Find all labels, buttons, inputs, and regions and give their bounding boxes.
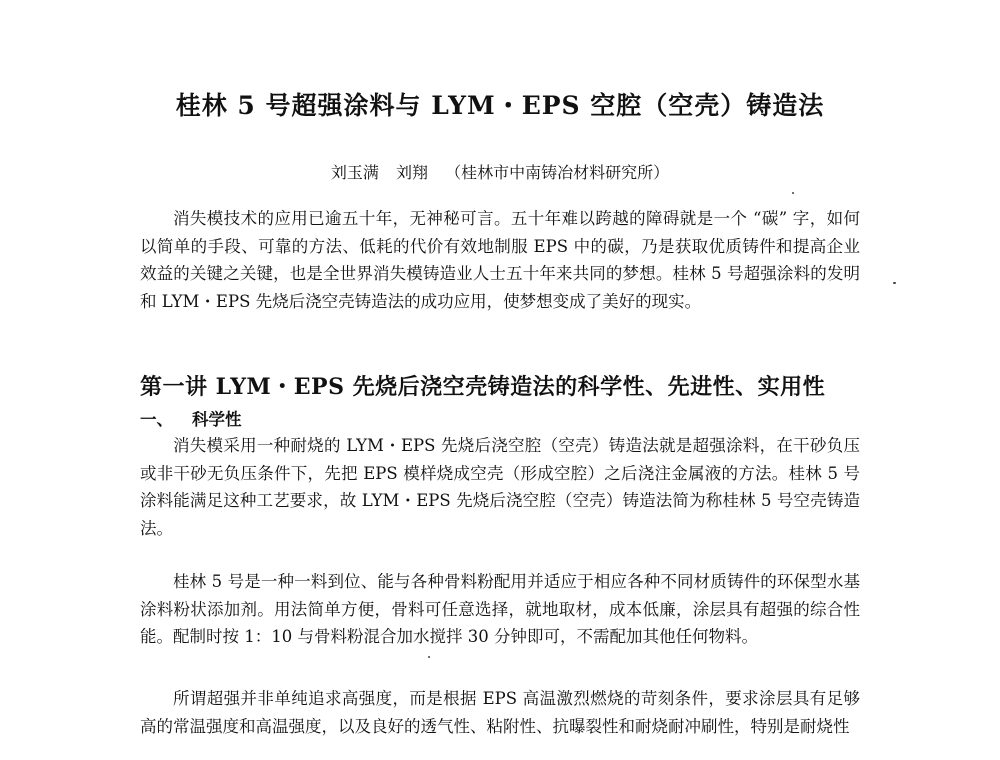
scan-speck (428, 656, 430, 658)
author-line (0, 160, 1000, 183)
page-title: 桂林 5 号超强涂料与 LYM・EPS 空腔（空壳）铸造法 (175, 91, 825, 120)
author-name-2: 刘翔 (395, 163, 428, 182)
scan-speck (893, 282, 896, 284)
subsection-heading (140, 406, 860, 430)
body-paragraph: 桂林 5 号是一种一料到位、能与各种骨料粉配用并适应于相应各种不同材质铸件的环保型水基涂料粉状添加剂。用法简单方便，骨料可任意选择，就地取材，成本低廉，涂层具有超强的综合性能。配制时按 1：10 与骨料粉混合加水搅拌 30 分钟即可，不需配加其他任何物料。 (140, 572, 860, 646)
scan-speck (792, 192, 794, 194)
body-paragraph: 所谓超强并非单纯追求高强度，而是根据 EPS 高温激烈燃烧的苛刻条件，要求涂层具有足够高的常温强度和高温强度，以及良好的透气性、粘附性、抗曝裂性和耐烧耐冲刷性，特别是耐烧性 (140, 689, 860, 736)
subsection-number: 一、 (140, 410, 173, 429)
section-heading: 第一讲 LYM・EPS 先烧后浇空壳铸造法的科学性、先进性、实用性 (140, 374, 826, 400)
body-paragraph: 消失模采用一种耐烧的 LYM・EPS 先烧后浇空腔（空壳）铸造法就是超强涂料，在干砂负压或非干砂无负压条件下，先把 EPS 模样烧成空壳（形成空腔）之后浇注金属液的方法。桂林 5 号涂料能满足这种工艺要求，故 LYM・EPS 先烧后浇空腔（空壳）铸造法简为称桂林 5 号空壳铸造法。 (140, 436, 860, 538)
author-affiliation: （桂林市中南铸冶材料研究所） (445, 163, 670, 182)
subsection-title: 科学性 (192, 410, 242, 429)
intro-paragraph: 消失模技术的应用已逾五十年，无神秘可言。五十年难以跨越的障碍就是一个 “碳” 字，如何以简单的手段、可靠的方法、低耗的代价有效地制服 EPS 中的碳，乃是获取优质铸件和提高企业效益的关键之关键，也是全世界消失模铸造业人士五十年来共同的梦想。桂林 5 号超强涂料的发明和 LYM・EPS 先烧后浇空壳铸造法的成功应用，使梦想变成了美好的现实。 (140, 209, 860, 311)
author-name-1: 刘玉满 (330, 163, 379, 182)
